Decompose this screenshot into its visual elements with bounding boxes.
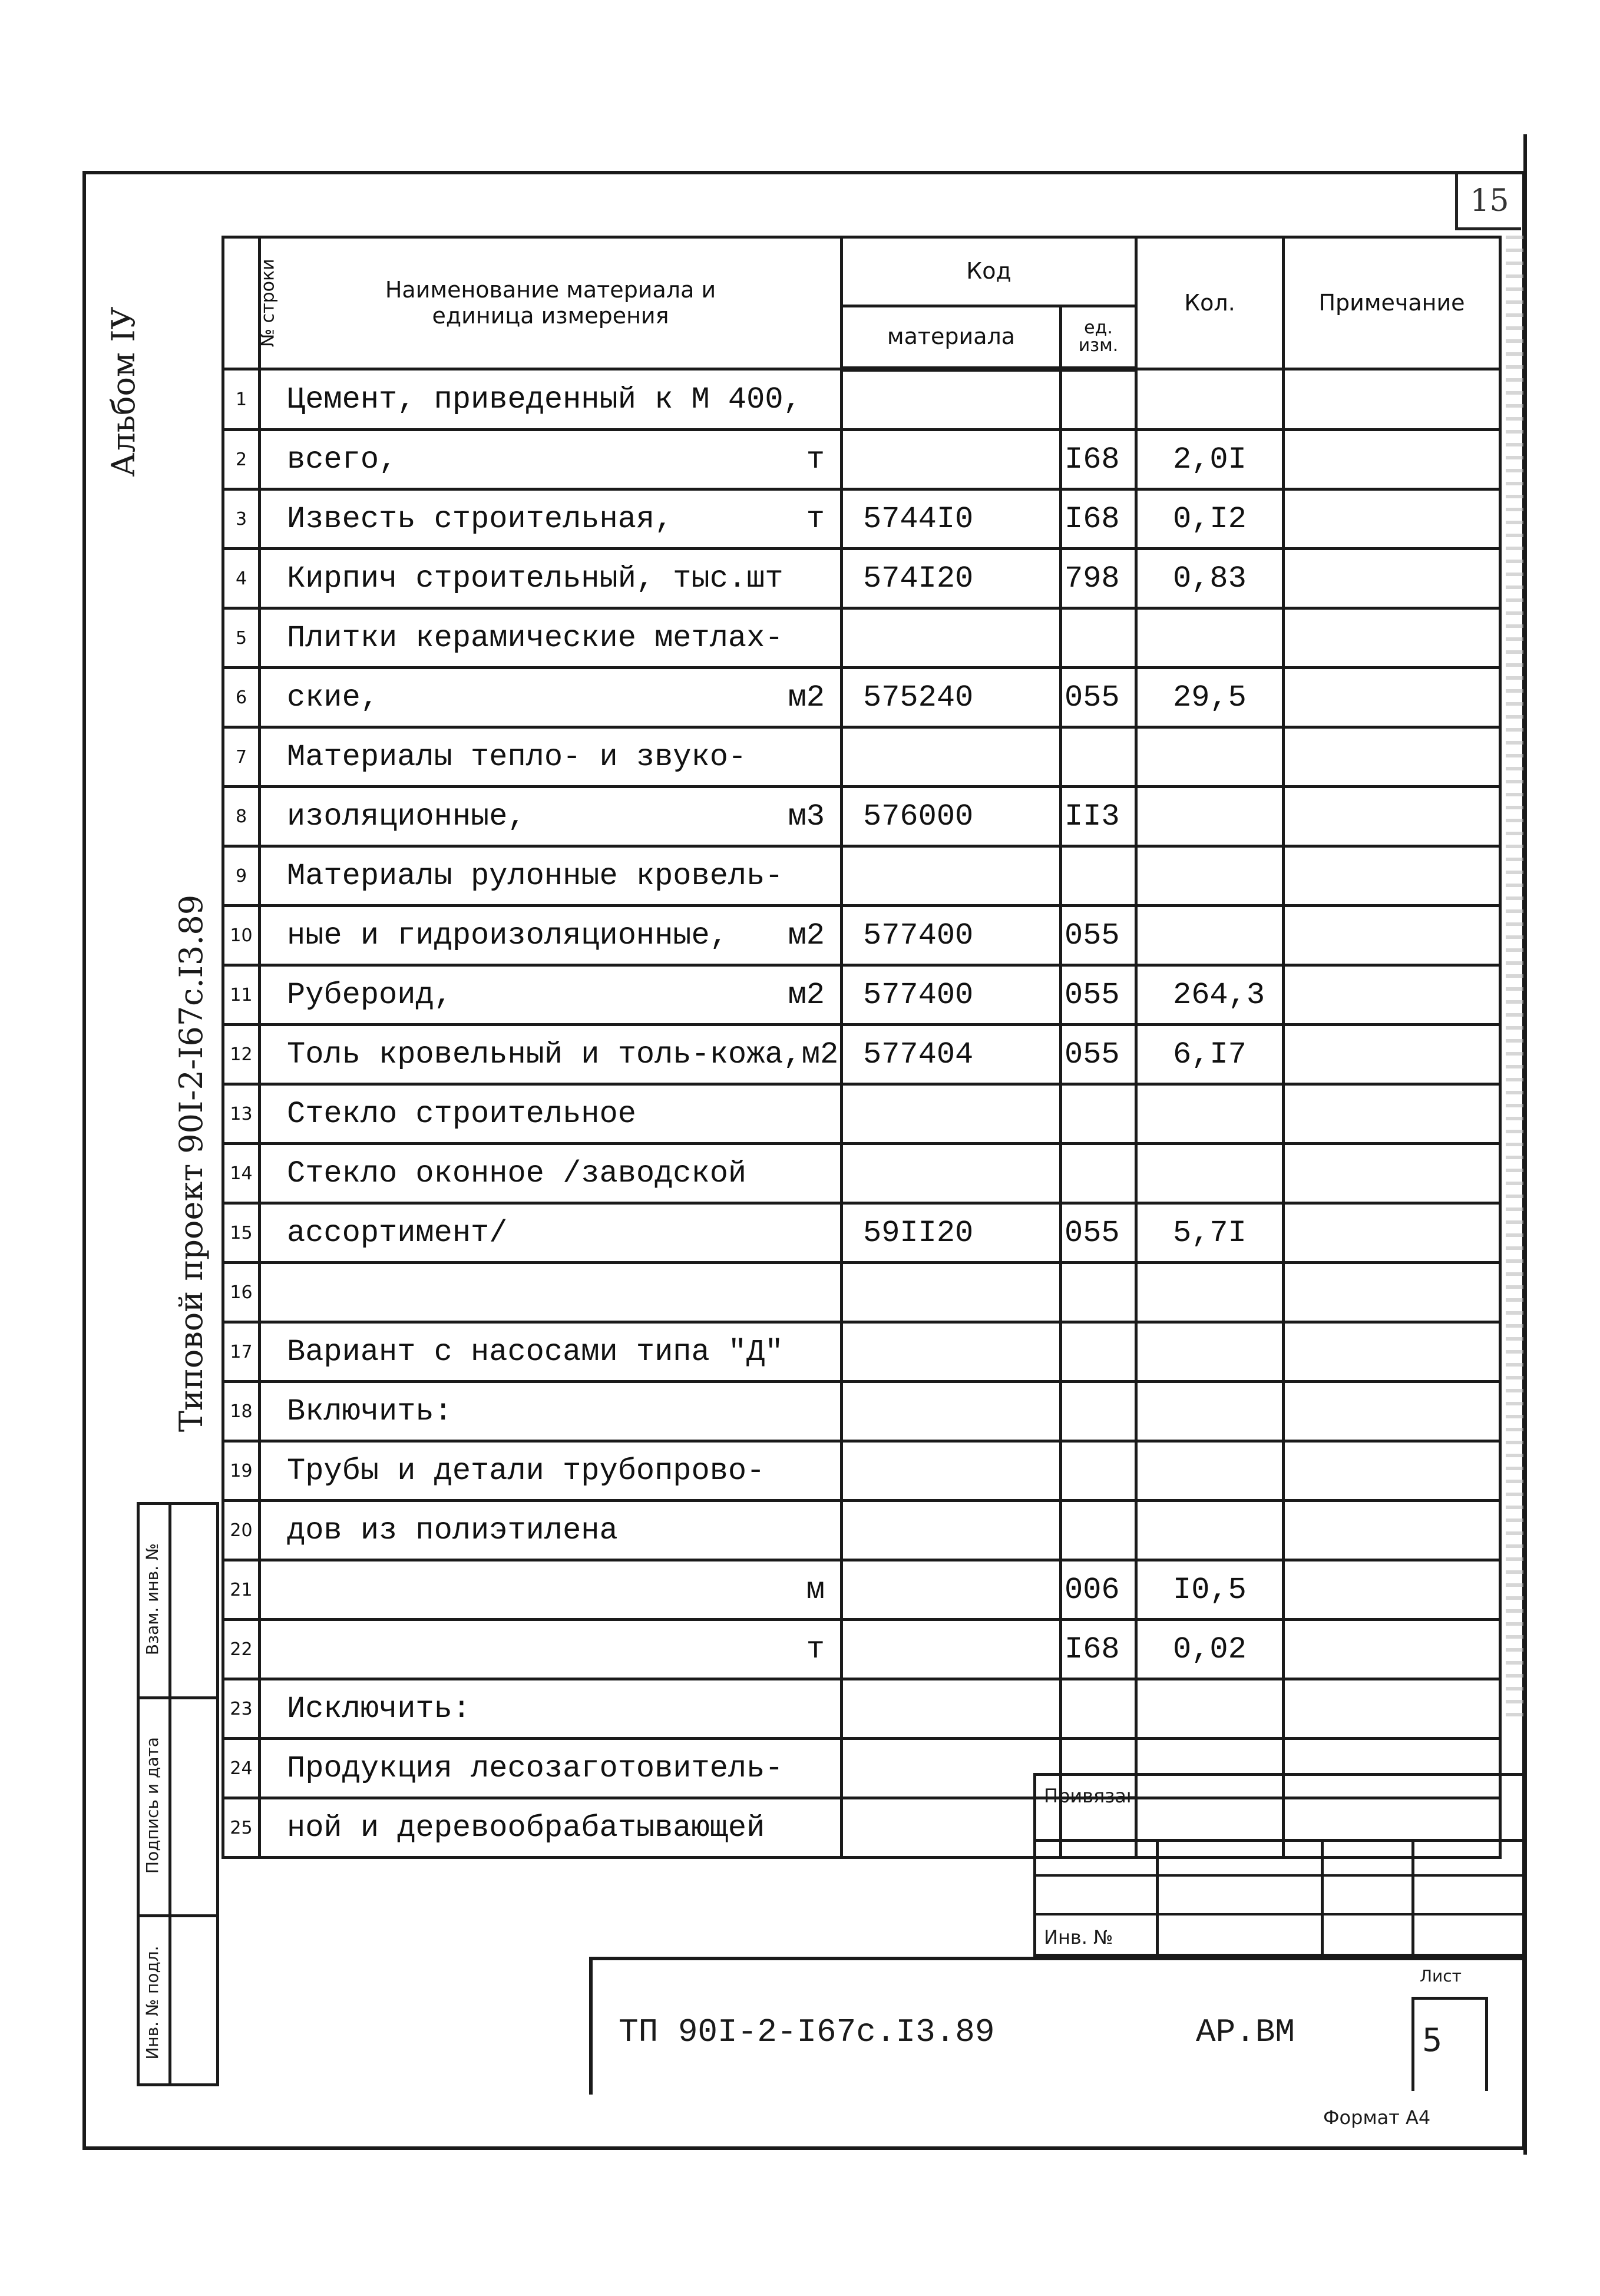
material-name [260,1739,842,1798]
header-code: Код [842,237,1136,306]
header-qty: Кол. [1136,237,1284,369]
row-number: 11 [223,965,260,1025]
row-number: 7 [223,727,260,787]
note [1284,1144,1500,1203]
material-unit-text: т [806,1632,825,1667]
note [1284,846,1500,906]
material-name [260,430,842,489]
material-name-text: Известь строительная, [287,501,673,537]
row-number: 17 [223,1322,260,1382]
material-name-text: ские, [287,680,379,715]
table-row [223,906,1500,965]
unit-code [1061,1679,1136,1739]
material-code [842,1382,1061,1441]
material-name-text: Включить: [287,1394,452,1429]
stamp-sign-date: Подпись и дата [143,1737,162,1874]
project-label: Типовой проект 90I-2-I67с.I3.89 [173,894,210,1432]
unit-code [1061,1084,1136,1144]
table-row [223,1084,1500,1144]
material-name [260,787,842,846]
material-name [260,1084,842,1144]
header-row-no: № строки [223,237,260,369]
table-row [223,727,1500,787]
note [1284,668,1500,727]
material-name [260,489,842,549]
material-name-text: Стекло оконное /заводской [287,1156,747,1191]
note [1284,787,1500,846]
table-row [223,1560,1500,1620]
row-number: 20 [223,1501,260,1560]
sheet-box-divider [1411,1997,1488,2000]
quantity [1136,1084,1284,1144]
row-number: 14 [223,1144,260,1203]
quantity [1136,1501,1284,1560]
note [1284,1501,1500,1560]
bind-vline-1 [1156,1839,1159,1957]
material-code [842,430,1061,489]
table-row [223,489,1500,549]
unit-code [1061,727,1136,787]
stamp-separator-1 [137,1696,219,1699]
material-name-text: изоляционные, [287,799,526,834]
row-number: 18 [223,1382,260,1441]
note [1284,1620,1500,1679]
row-number: 19 [223,1441,260,1501]
table-row [223,369,1500,430]
quantity: 0,02 [1136,1620,1284,1679]
material-name-text: Материалы рулонные кровель- [287,858,784,894]
material-code: 577400 [842,965,1061,1025]
material-code [842,1441,1061,1501]
sheet-label: Лист [1420,1966,1462,1986]
stamp-separator-2 [137,1914,219,1917]
quantity: 264,3 [1136,965,1284,1025]
row-number: 22 [223,1620,260,1679]
materials-table [222,236,1502,1859]
unit-code [1061,1382,1136,1441]
material-unit-text: м2 [788,977,825,1013]
unit-code: 055 [1061,668,1136,727]
unit-code [1061,846,1136,906]
table-row [223,1620,1500,1679]
material-name-text: Кирпич строительный, тыс.шт [287,561,784,596]
album-label: Альбом IУ [105,306,142,477]
document-code: ТП 90I-2-I67с.I3.89 [619,2013,995,2051]
unit-code: 798 [1061,549,1136,608]
material-code [842,1144,1061,1203]
material-code [842,1679,1061,1739]
quantity: 0,83 [1136,549,1284,608]
material-name-text: Продукция лесозаготовитель- [287,1751,784,1786]
quantity [1136,1679,1284,1739]
material-name [260,1798,842,1858]
material-name [260,1441,842,1501]
row-number: 6 [223,668,260,727]
table-row [223,430,1500,489]
material-name [260,906,842,965]
unit-code: I68 [1061,489,1136,549]
note [1284,1322,1500,1382]
row-number: 13 [223,1084,260,1144]
material-name-text: ной и деревообрабатывающей [287,1810,765,1845]
note [1284,1382,1500,1441]
material-code: 575240 [842,668,1061,727]
row-number: 12 [223,1025,260,1084]
material-name [260,846,842,906]
table-row [223,1441,1500,1501]
quantity: 6,I7 [1136,1025,1284,1084]
material-code [842,1263,1061,1322]
material-name-text: дов из полиэтилена [287,1513,618,1548]
material-name-text: всего, [287,442,398,477]
quantity [1136,787,1284,846]
quantity [1136,1441,1284,1501]
material-name [260,369,842,430]
note [1284,1560,1500,1620]
note [1284,1263,1500,1322]
material-name [260,727,842,787]
material-name-text: Толь кровельный и толь-кожа,м2 [287,1037,839,1072]
material-code: 577400 [842,906,1061,965]
material-name [260,608,842,668]
unit-code: 055 [1061,906,1136,965]
bind-hline-1 [1033,1839,1526,1842]
quantity [1136,727,1284,787]
material-name-text: Плитки керамические метлах- [287,620,784,656]
row-number: 5 [223,608,260,668]
unit-code: 055 [1061,965,1136,1025]
bound-label: Привязан [1044,1785,1139,1807]
note [1284,1441,1500,1501]
note [1284,1203,1500,1263]
row-number: 3 [223,489,260,549]
material-code [842,1084,1061,1144]
table-row [223,1025,1500,1084]
quantity [1136,1322,1284,1382]
header-note: Примечание [1284,237,1500,369]
row-number: 24 [223,1739,260,1798]
table-row [223,1322,1500,1382]
material-unit-text: т [806,501,825,537]
note [1284,369,1500,430]
note [1284,1679,1500,1739]
row-number: 2 [223,430,260,489]
unit-code: II3 [1061,787,1136,846]
material-code [842,727,1061,787]
material-name-text: Исключить: [287,1691,471,1726]
table-row [223,1144,1500,1203]
note [1284,549,1500,608]
table-row [223,846,1500,906]
material-unit-text: м3 [788,799,825,834]
quantity: I0,5 [1136,1560,1284,1620]
table-row [223,1263,1500,1322]
note [1284,965,1500,1025]
note [1284,906,1500,965]
material-name-text: Материалы тепло- и звуко- [287,739,747,775]
bind-vline-2 [1321,1839,1324,1957]
material-name [260,1322,842,1382]
material-unit-text: м2 [788,680,825,715]
table-row [223,965,1500,1025]
material-name-text: ассортимент/ [287,1215,508,1250]
material-name [260,965,842,1025]
material-name-text: Цемент, приведенный к М 400, [287,382,802,417]
bind-hline-2 [1033,1874,1526,1877]
material-code [842,1739,1061,1798]
material-unit-text: м [806,1572,825,1607]
material-name-text: Рубероид, [287,977,452,1013]
table-row [223,668,1500,727]
quantity [1136,846,1284,906]
quantity: 2,0I [1136,430,1284,489]
quantity [1136,369,1284,430]
quantity [1136,1382,1284,1441]
material-name [260,1620,842,1679]
quantity [1136,1263,1284,1322]
row-number: 8 [223,787,260,846]
quantity: 0,I2 [1136,489,1284,549]
note [1284,727,1500,787]
stamp-replace-inv: Взам. инв. № [143,1543,162,1656]
row-number: 10 [223,906,260,965]
material-name-text: Стекло строительное [287,1096,636,1132]
bind-vline-3 [1411,1839,1414,1957]
note [1284,1084,1500,1144]
stamp-inv-original: Инв. № подл. [143,1946,162,2060]
unit-code: 055 [1061,1025,1136,1084]
material-code [842,608,1061,668]
table-row [223,549,1500,608]
material-name [260,1025,842,1084]
row-number: 4 [223,549,260,608]
quantity [1136,906,1284,965]
inv-no-label: Инв. № [1044,1926,1113,1948]
material-unit-text: т [806,442,825,477]
material-code: 574I20 [842,549,1061,608]
material-name-text: ные и гидроизоляционные, [287,918,728,953]
unit-code: I68 [1061,430,1136,489]
material-name [260,1203,842,1263]
unit-code [1061,1322,1136,1382]
unit-code [1061,1263,1136,1322]
quantity: 5,7I [1136,1203,1284,1263]
material-code: 5744I0 [842,489,1061,549]
row-number: 9 [223,846,260,906]
table-row [223,1203,1500,1263]
header-unit: ед. изм. [1061,306,1136,369]
material-name [260,549,842,608]
material-code [842,846,1061,906]
unit-code: 055 [1061,1203,1136,1263]
header-material-code: материала [842,306,1061,369]
material-unit-text: м2 [788,918,825,953]
header-name: Наименование материала и единица измерения [260,237,842,369]
bind-hline-3 [1033,1913,1526,1915]
material-name [260,1560,842,1620]
material-name [260,1501,842,1560]
note [1284,430,1500,489]
note [1284,1025,1500,1084]
table-row [223,608,1500,668]
material-code: 576000 [842,787,1061,846]
sheet-number: 5 [1422,2022,1443,2059]
unit-code: 006 [1061,1560,1136,1620]
material-name [260,668,842,727]
unit-code [1061,1441,1136,1501]
material-name [260,1144,842,1203]
material-name-text: Вариант с насосами типа "Д" [287,1334,784,1369]
unit-code: I68 [1061,1620,1136,1679]
note [1284,489,1500,549]
material-code [842,1560,1061,1620]
material-name-text: Трубы и детали трубопрово- [287,1453,765,1488]
row-number: 1 [223,369,260,430]
sheet-corner-number: 15 [1455,174,1521,230]
table-row [223,1501,1500,1560]
material-name [260,1382,842,1441]
table-row [223,1382,1500,1441]
quantity [1136,608,1284,668]
format-label: Формат А4 [1323,2106,1431,2129]
unit-code [1061,608,1136,668]
row-number: 23 [223,1679,260,1739]
material-name [260,1679,842,1739]
material-code [842,1798,1061,1858]
material-code [842,1620,1061,1679]
row-number: 25 [223,1798,260,1858]
unit-code [1061,1144,1136,1203]
material-code: 577404 [842,1025,1061,1084]
row-number: 21 [223,1560,260,1620]
stamp-divider [168,1502,171,2086]
unit-code [1061,369,1136,430]
row-number: 16 [223,1263,260,1322]
material-code [842,369,1061,430]
table-row [223,787,1500,846]
material-code [842,1501,1061,1560]
scan-artifact-band [1506,236,1523,1726]
quantity: 29,5 [1136,668,1284,727]
material-code [842,1322,1061,1382]
material-name [260,1263,842,1322]
table-row [223,1679,1500,1739]
note [1284,608,1500,668]
unit-code [1061,1501,1136,1560]
material-code: 59II20 [842,1203,1061,1263]
document-mark: АР.ВМ [1196,2013,1295,2051]
row-number: 15 [223,1203,260,1263]
quantity [1136,1144,1284,1203]
